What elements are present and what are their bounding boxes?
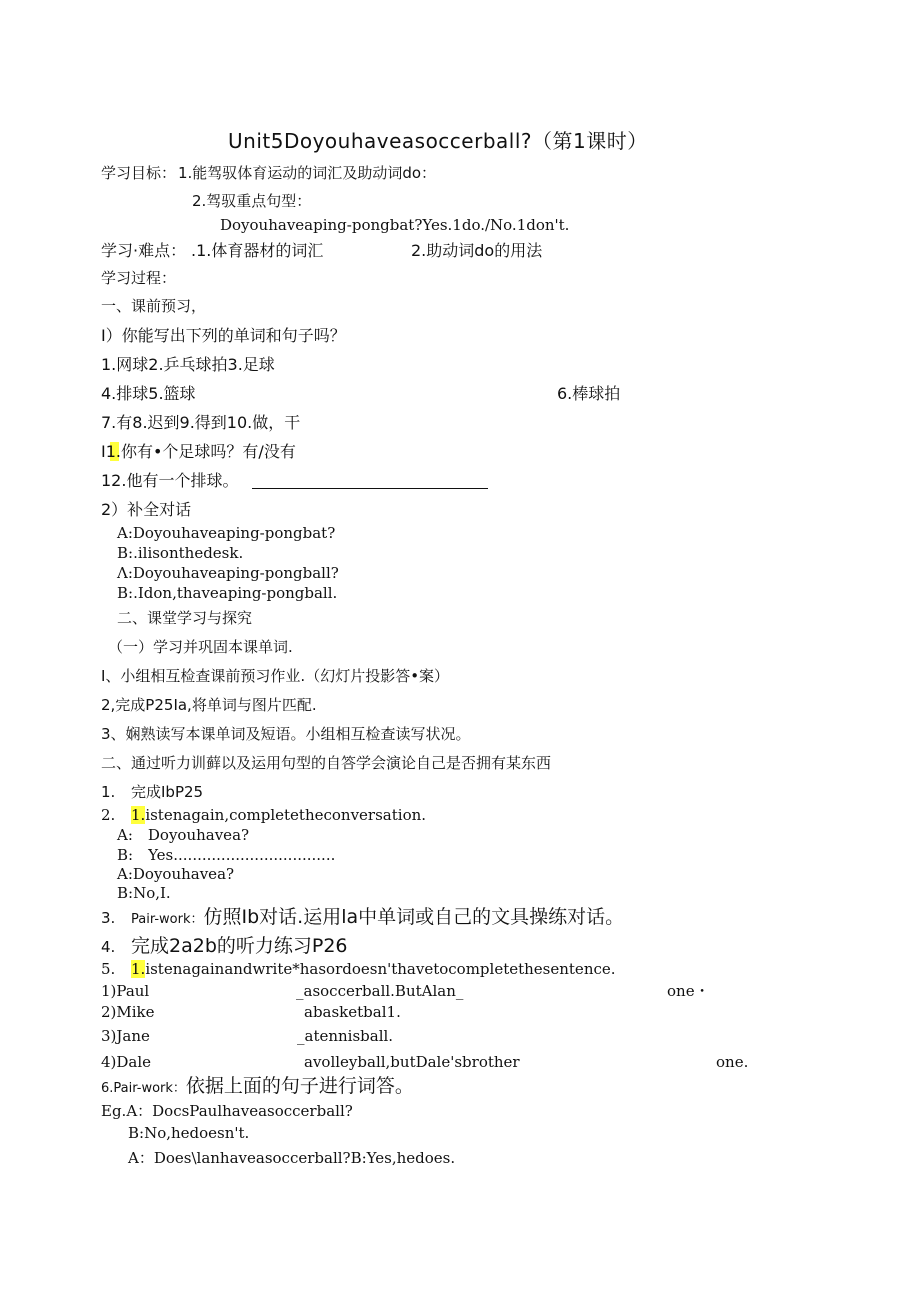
class-heading: 二、课堂学习与探究 (117, 609, 253, 627)
exercise-text: 完成IbP25 (131, 783, 204, 801)
class-subheading-1: （一）学习并巩固本课单词. (108, 638, 293, 656)
exercise-text: 完成2a2b的听力练习P26 (131, 935, 348, 957)
fill-row-2-name: 2)Mike (101, 1003, 155, 1021)
exercise-number: 5. (101, 960, 116, 978)
preview-question-2: 2）补全对话 (101, 500, 192, 519)
example-line: A：Does\lanhaveasoccerball?B:Yes,hedoes. (128, 1149, 456, 1167)
pair-work-label: Pair-work： (131, 912, 204, 927)
fill-row-4-name: 4)Dale (101, 1053, 152, 1071)
vocab-item-6: 6.棒球拍 (557, 384, 621, 403)
dialog-line: A: Doyouhavea? (117, 826, 250, 844)
goal-2: 2.驾驭重点句型： (192, 192, 312, 210)
exercise-number: 3. (101, 909, 116, 927)
process-label: 学习过程： (101, 269, 177, 287)
fill-row-3-name: 3)Jane (101, 1027, 150, 1045)
exercise-3 (101, 908, 624, 927)
vocab-row-1: 1.网球2.乒乓球拍3.足球 (101, 355, 275, 374)
difficulty-label: 学习·难点： (101, 241, 187, 260)
dialog-line: B:No,I. (117, 884, 171, 902)
vocab-row-3: 7.有8.迟到9.得到10.做，干 (101, 413, 301, 432)
exercise-text: istenagain,completetheconversation. (145, 806, 427, 824)
fill-row-1-end: one・ (667, 982, 710, 1000)
exercise-5 (101, 962, 616, 977)
answer-blank-line (252, 487, 488, 489)
exercise-number: 4. (101, 938, 116, 956)
exercise-2 (101, 808, 426, 823)
exercise-number: 1. (101, 783, 116, 801)
dialog-line: A:Doyouhavea? (117, 865, 235, 883)
fill-row-1-middle: _asoccerball.ButAlan_ (296, 982, 464, 1000)
fill-row-1-name: 1)Paul (101, 982, 150, 1000)
vocab-row-5 (101, 473, 488, 489)
exercise-text: 依据上面的句子进行词答。 (185, 1075, 414, 1097)
row-4-text: 你有•个足球吗？有/没有 (120, 442, 296, 461)
dialog-line: B:.ilisonthedesk. (117, 544, 244, 562)
exercise-text: istenagainandwrite*hasordoesn'thavetocompletethesentence. (145, 960, 616, 978)
fill-row-4-end: one. (716, 1053, 749, 1071)
difficulty-2: 2.助动词do的用法 (411, 241, 543, 260)
pair-work-label: 6.Pair-work： (101, 1081, 186, 1096)
exercise-number: 2. (101, 806, 116, 824)
exercise-6 (101, 1077, 414, 1096)
class-subheading-2: 二、通过听力训藓以及运用句型的自答学会演论自己是否拥有某东西 (101, 754, 552, 772)
class-item-1: I、小组相互检查课前预习作业.（幻灯片投影答•案） (101, 667, 450, 685)
row-4-number: I1. (101, 442, 121, 461)
dialog-line: B: Yes.................................. (117, 846, 336, 864)
fill-row-4-middle: avolleyball,butDale'sbrother (304, 1053, 520, 1071)
highlight-mark: 1. (131, 806, 146, 824)
goal-1: 1.能驾驭体育运动的词汇及助动词do： (178, 164, 437, 182)
highlight-mark: 1. (131, 960, 146, 978)
fill-row-3-middle: _atennisball. (297, 1027, 394, 1045)
vocab-row-4 (101, 444, 296, 460)
exercise-1 (101, 785, 203, 800)
example-line: Eg.A：DocsPaulhaveasoccerball? (101, 1102, 353, 1120)
fill-row-2-middle: abasketbal1. (304, 1003, 401, 1021)
class-item-3: 3、娴熟读写本课单词及短语。小组相互检查读写状况。 (101, 725, 471, 743)
goal-2-sentence: Doyouhaveaping-pongbat?Yes.1do./No.1don't. (220, 216, 570, 234)
dialog-line: B:.Idon,thaveaping-pongball. (117, 584, 338, 602)
exercise-4 (101, 937, 348, 956)
dialog-line: Λ:Doyouhaveaping-pongball? (117, 564, 339, 582)
row-5-text: 12.他有一个排球。 (101, 471, 239, 490)
goals-label: 学习目标： (101, 164, 177, 182)
exercise-text: 仿照Ib对话.运用la中单词或自己的文具操练对话。 (203, 906, 625, 928)
preview-heading: 一、课前预习， (101, 297, 207, 315)
difficulty-1: .1.体育器材的词汇 (191, 241, 324, 260)
preview-question-1: I）你能写出下列的单词和句子吗？ (101, 326, 346, 345)
class-item-2: 2,完成P25Ia,将单词与图片匹配. (101, 696, 317, 714)
example-line: B:No,hedoesn't. (128, 1124, 250, 1142)
vocab-row-2: 4.排球5.篮球 (101, 384, 196, 403)
dialog-line: A:Doyouhaveaping-pongbat? (117, 524, 336, 542)
page-title: Unit5Doyouhaveasoccerball?（第1课时） (228, 129, 648, 153)
